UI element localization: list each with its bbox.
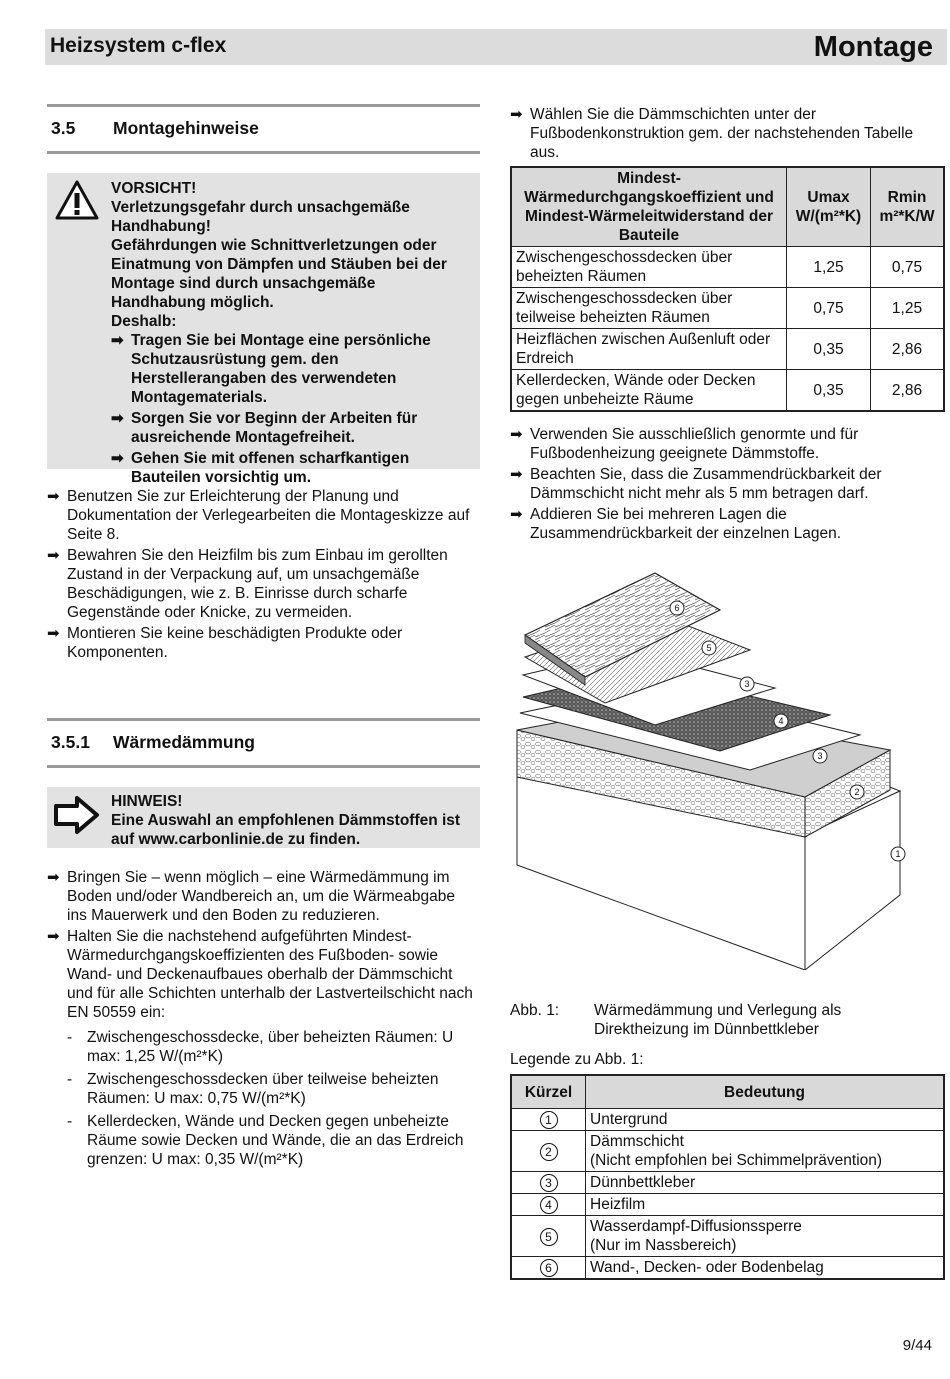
caution-box xyxy=(47,173,480,486)
legend-table xyxy=(510,1074,945,1280)
arrow-right-icon: ➡ xyxy=(47,625,60,642)
dash-bullet: - xyxy=(67,1071,73,1088)
list-item: ➡ Bringen Sie – wenn möglich – eine Wärmedämmung im Boden und/oder Wandbereich an, um die Wärmeabgabe ins Mauerwerk und den Boden zu reduzieren. xyxy=(47,869,456,924)
caution-title: VORSICHT! xyxy=(111,180,197,197)
list-item: - Zwischengeschossdecken über teilweise beheizten Räumen: U max: 0,75 W/(m²*K) xyxy=(67,1071,439,1107)
section-heading xyxy=(51,733,255,752)
list-item: ➡ Benutzen Sie zur Erleichterung der Planung und Dokumentation der Verlegearbeiten die Montageskizze auf Seite 8. xyxy=(47,488,470,543)
section-title: Montagehinweise xyxy=(113,118,259,138)
notice-text xyxy=(111,792,471,849)
caution-therefore: Deshalb: xyxy=(111,313,177,330)
key-badge: 2 xyxy=(540,1143,558,1161)
table-row xyxy=(511,288,944,329)
warning-triangle-icon xyxy=(55,180,99,220)
list-item: ➡ Tragen Sie bei Montage eine persönliche Schutzausrüstung gem. den Herstellerangaben des verwendeten Montagematerials. xyxy=(111,332,431,406)
key-badge: 1 xyxy=(540,1111,558,1129)
table-cell: 2,86 xyxy=(871,329,945,370)
section-number: 3.5 xyxy=(51,118,76,138)
list-item: ➡ Beachten Sie, dass die Zusammendrückbarkeit der Dämmschicht nicht mehr als 5 mm betragen darf. xyxy=(510,466,882,502)
figure-label: 5 xyxy=(706,643,712,653)
instruction-list xyxy=(47,487,477,664)
table-cell: Wand-, Decken- oder Bodenbelag xyxy=(586,1257,945,1280)
table-cell xyxy=(511,1131,586,1172)
list-item: ➡ Montieren Sie keine beschädigten Produkte oder Komponenten. xyxy=(47,625,403,661)
table-row xyxy=(511,1172,944,1194)
notice-box xyxy=(47,787,480,848)
figure-label: 4 xyxy=(778,716,784,726)
table-row xyxy=(511,247,944,288)
dash-bullet: - xyxy=(67,1029,73,1046)
section-title: Wärmedämmung xyxy=(113,732,255,752)
header-chapter: Montage xyxy=(813,31,933,63)
table-cell: Wasserdampf-Diffusionssperre (Nur im Nassbereich) xyxy=(586,1216,945,1257)
caution-list xyxy=(111,331,471,487)
notice-title: HINWEIS! xyxy=(111,793,183,810)
table-row xyxy=(511,1257,944,1280)
list-item: ➡ Halten Sie die nachstehend aufgeführten Mindest-Wärmedurchgangskoeffizienten des Fußboden- sowie Wand- und Deckenaufbaues oberhalb der Dämmschicht und für alle Schichten unterhalb der Lastverteilschicht nach EN 50559 ein: xyxy=(47,928,473,1021)
list-item: ➡ Verwenden Sie ausschließlich genormte und für Fußbodenheizung geeignete Dämmstoffe. xyxy=(510,426,859,462)
table-row xyxy=(511,370,944,412)
layer-diagram xyxy=(505,565,925,970)
arrow-right-icon: ➡ xyxy=(111,332,124,349)
table-row xyxy=(511,329,944,370)
notice-body: Eine Auswahl an empfohlenen Dämmstoffen ist auf www.carbonlinie.de zu finden. xyxy=(111,812,461,848)
arrow-right-icon: ➡ xyxy=(47,488,60,505)
table-cell: Dämmschicht (Nicht empfohlen bei Schimmelprävention) xyxy=(586,1131,945,1172)
table-row xyxy=(511,1194,944,1216)
page-header xyxy=(45,29,947,65)
arrow-right-icon: ➡ xyxy=(510,466,523,483)
table-cell xyxy=(511,1194,586,1216)
key-badge: 5 xyxy=(540,1228,558,1246)
table-header: Mindest-Wärmedurchgangskoeffizient und Mindest-Wärmeleitwiderstand der Bauteile xyxy=(511,167,787,247)
arrow-right-icon: ➡ xyxy=(510,106,523,123)
list-item: - Kellerdecken, Wände und Decken gegen unbeheizte Räume sowie Decken und Wände, die an das Erdreich grenzen: U max: 0,35 W/(m²*K) xyxy=(67,1113,464,1168)
caution-subtitle: Verletzungsgefahr durch unsachgemäße Handhabung! xyxy=(111,199,410,235)
table-cell: Zwischengeschossdecken über beheizten Räumen xyxy=(511,247,787,288)
table-cell: 0,35 xyxy=(787,370,871,412)
arrow-right-icon: ➡ xyxy=(111,450,124,467)
figure-label: 3 xyxy=(817,751,823,761)
table-header: Bedeutung xyxy=(586,1075,945,1109)
caution-description: Gefährdungen wie Schnittverletzungen oder Einatmung von Dämpfen und Stäuben bei der Montage sind durch unsachgemäße Handhabung möglich. xyxy=(111,237,447,311)
figure-label: 1 xyxy=(895,849,901,859)
list-item: ➡ Gehen Sie mit offenen scharfkantigen Bauteilen vorsichtig um. xyxy=(111,450,410,486)
table-cell: 1,25 xyxy=(787,247,871,288)
key-badge: 6 xyxy=(540,1259,558,1277)
u-value-table xyxy=(510,166,945,412)
arrow-right-icon: ➡ xyxy=(111,410,124,427)
table-cell xyxy=(511,1109,586,1131)
table-cell: Heizflächen zwischen Außenluft oder Erdreich xyxy=(511,329,787,370)
table-header: Umax W/(m²*K) xyxy=(787,167,871,247)
table-cell xyxy=(511,1172,586,1194)
figure-label: 3 xyxy=(744,679,750,689)
table-cell: 0,75 xyxy=(871,247,945,288)
caution-text xyxy=(111,179,471,489)
arrow-right-icon: ➡ xyxy=(47,547,60,564)
table-header: Kürzel xyxy=(511,1075,586,1109)
table-cell: 0,35 xyxy=(787,329,871,370)
list-item: ➡ Wählen Sie die Dämmschichten unter der Fußbodenkonstruktion gem. der nachstehenden Tabelle aus. xyxy=(510,106,914,161)
table-cell: 1,25 xyxy=(871,288,945,329)
table-row xyxy=(511,1109,944,1131)
divider xyxy=(47,151,480,154)
u-value-list xyxy=(67,1028,467,1173)
divider xyxy=(47,718,480,721)
section-number: 3.5.1 xyxy=(51,732,90,752)
table-cell: Untergrund xyxy=(586,1109,945,1131)
arrow-right-icon: ➡ xyxy=(47,928,60,945)
key-badge: 3 xyxy=(540,1174,558,1192)
table-cell xyxy=(511,1216,586,1257)
material-list xyxy=(510,425,935,545)
right-intro-list xyxy=(510,105,930,164)
header-title: Heizsystem c-flex xyxy=(50,34,227,57)
table-cell: Dünnbettkleber xyxy=(586,1172,945,1194)
list-item: - Zwischengeschossdecke, über beheizten Räumen: U max: 1,25 W/(m²*K) xyxy=(67,1029,454,1065)
table-cell: 0,75 xyxy=(787,288,871,329)
key-badge: 4 xyxy=(540,1196,558,1214)
arrow-right-icon: ➡ xyxy=(47,869,60,886)
divider xyxy=(47,104,480,107)
table-cell: Heizfilm xyxy=(586,1194,945,1216)
dash-bullet: - xyxy=(67,1113,73,1130)
list-item: ➡ Addieren Sie bei mehreren Lagen die Zusammendrückbarkeit der einzelnen Lagen. xyxy=(510,506,842,542)
table-row xyxy=(511,1216,944,1257)
list-item: ➡ Bewahren Sie den Heizfilm bis zum Einbau im gerollten Zustand in der Verpackung auf, um unsachgemäße Beschädigungen, wie z. B. Einrisse durch scharfe Gegenstände oder Knicke, zu vermeiden. xyxy=(47,547,448,621)
table-cell: Zwischengeschossdecken über teilweise beheizten Räumen xyxy=(511,288,787,329)
arrow-right-icon xyxy=(53,795,101,835)
table-header: Rmin m²*K/W xyxy=(871,167,945,247)
divider xyxy=(47,765,480,768)
table-cell xyxy=(511,1257,586,1280)
caption-text: Wärmedämmung und Verlegung als Direktheizung im Dünnbettkleber xyxy=(594,1002,842,1038)
table-row xyxy=(511,1131,944,1172)
arrow-right-icon: ➡ xyxy=(510,506,523,523)
insulation-list xyxy=(47,868,479,1024)
caption-label: Abb. 1: xyxy=(510,1002,560,1019)
arrow-right-icon: ➡ xyxy=(510,426,523,443)
figure-label: 6 xyxy=(674,603,680,613)
figure-label: 2 xyxy=(854,787,860,797)
table-cell: 2,86 xyxy=(871,370,945,412)
page-number: 9/44 xyxy=(902,1337,932,1354)
section-heading xyxy=(51,119,259,138)
legend-title: Legende zu Abb. 1: xyxy=(510,1051,644,1068)
list-item: ➡ Sorgen Sie vor Beginn der Arbeiten für ausreichende Montagefreiheit. xyxy=(111,410,418,446)
table-cell: Kellerdecken, Wände oder Decken gegen unbeheizte Räume xyxy=(511,370,787,412)
